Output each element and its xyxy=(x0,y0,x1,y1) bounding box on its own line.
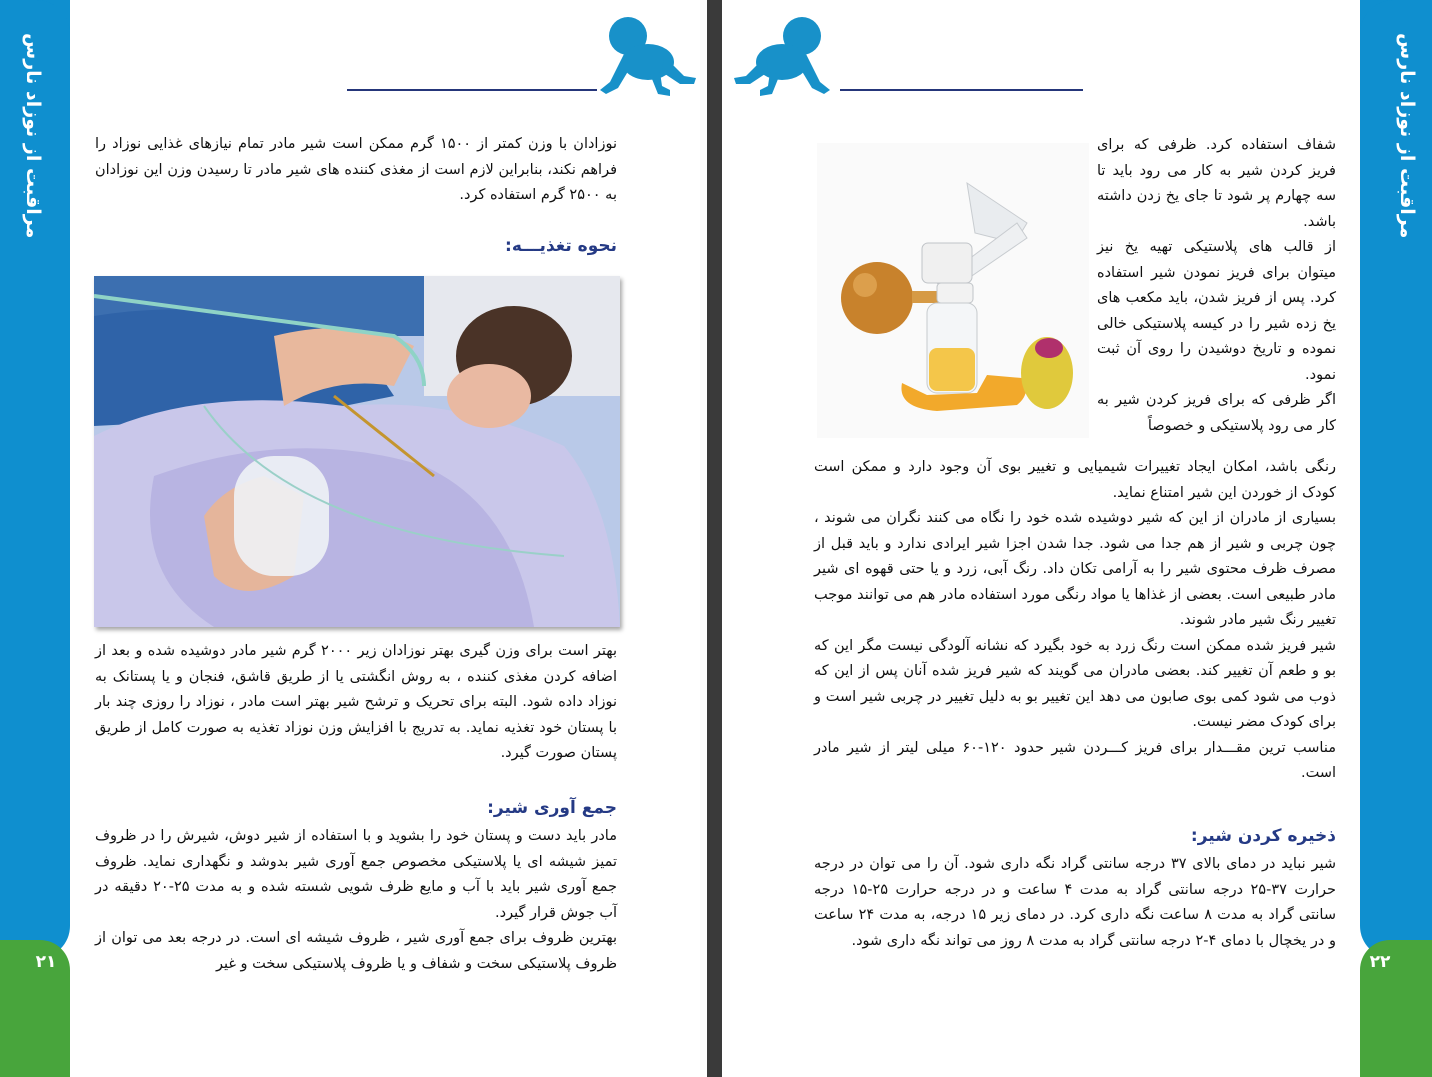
side-title: مراقبت از نوزاد نارس xyxy=(1396,32,1418,238)
collection-paragraph xyxy=(95,824,617,977)
wrap-text xyxy=(1097,133,1336,439)
full-p3: رنگی باشد، امکان ایجاد تغییرات شیمیایی و تغییر بوی آن وجود دارد و ممکن است کودک از خوردن این شیر امتناع نماید. xyxy=(814,459,1336,501)
book-spine xyxy=(707,0,722,1077)
collection-p1: مادر باید دست و پستان خود را بشوید و با استفاده از شیر دوش، شیرش را در ظروف تمیز شیشه ای یا پلاستیکی مخصوص جمع آوری شیر بدوشد و نگهداری نماید. ظروف جمع آوری شیر باید با آب و مایع ظرف شویی شسته شده و به مدت ۲۵-۲۰ دقیقه در آب جوش قرار گیرد. xyxy=(95,828,617,921)
collection-heading: جمع آوری شیر: xyxy=(487,798,617,818)
left-page xyxy=(0,0,707,1077)
side-title: مراقبت از نوزاد نارس xyxy=(22,32,44,238)
full-p4: بسیاری از مادران از این که شیر دوشیده شده خود را نگاه می کنند نگران می شوند ، چون چربی و شیر از هم جدا می شود. جدا شدن اجزا شیر ایرادی ندارد و باید قبل از مصرف ظرف محتوی شیر را به آرامی تکان داد. رنگ آبی، زرد و یا حتی قهوه ای شیر مادر طبیعی است. بعضی از غذاها یا مواد رنگی مورد استفاده مادر هم می توانند موجب تغییر رنگ شیر مادر شوند. xyxy=(814,510,1336,628)
baby-icon xyxy=(732,12,842,102)
storage-heading: ذخیره کردن شیر: xyxy=(1190,826,1336,846)
full-width-text xyxy=(814,455,1336,787)
page-number: ۲۲ xyxy=(1369,952,1391,972)
right-page xyxy=(722,0,1432,1077)
header-rule xyxy=(347,89,597,91)
collection-p2: بهترین ظروف برای جمع آوری شیر ، ظروف شیشه ای است. در درجه بعد می توان از ظروف پلاستیکی سخت و شفاف و یا ظروف پلاستیکی سخت و غیر xyxy=(95,930,617,972)
full-p6: مناسب ترین مقـــدار برای فریز کـــردن شیر حدود ۱۲۰-۶۰ میلی لیتر از شیر مادر است. xyxy=(814,739,1336,781)
header-rule xyxy=(840,89,1083,91)
baby-feeding-photo xyxy=(94,276,620,627)
page-number: ۲۱ xyxy=(35,952,57,972)
feeding-paragraph: بهتر است برای وزن گیری بهتر نوزادان زیر ۲۰۰۰ گرم شیر مادر دوشیده شده و بعد از اضافه کردن مغذی کننده ، به روش انگشتی یا از طریق قاشق، فنجان و یا پستانک به نوزاد داده شود. البته برای تحریک و ترشح شیر بهتر است مادر ، نوزاد را روزی چند بار با پستان خود تغذیه نماید. به تدریج با افزایش وزن نوزاد تغذیه به صورت کامل از طریق پستان صورت گیرد. xyxy=(95,643,617,761)
baby-icon xyxy=(588,12,698,102)
wrap-p1: شفاف استفاده کرد. ظرفی که برای فریز کردن شیر به کار می رود باید تا سه چهارم پر شود تا جای یخ زدن داشته باشد. xyxy=(1097,137,1336,230)
breast-pump-photo xyxy=(817,143,1089,438)
wrap-p3: اگر ظرفی که برای فریز کردن شیر به کار می رود پلاستیکی و خصوصاً xyxy=(1097,392,1336,434)
intro-paragraph: نوزادان با وزن کمتر از ۱۵۰۰ گرم ممکن است شیر مادر تمام نیازهای غذایی نوزاد را فراهم نکند، بنابراین لازم است از مغذی کننده های شیر مادر تا رسیدن وزن این نوزادان به ۲۵۰۰ گرم استفاده کرد. xyxy=(95,136,617,203)
storage-paragraph: شیر نباید در دمای بالای ۳۷ درجه سانتی گراد نگه داری شود. آن را می توان در درجه حرارت ۳۷-۲۵ درجه سانتی گراد به مدت ۴ ساعت و در درجه حرارت ۲۵-۱۵ درجه سانتی گراد به مدت ۸ ساعت نگه داری کرد. در دمای زیر ۱۵ درجه، به مدت ۲۴ ساعت و در یخچال با دمای ۴-۲ درجه سانتی گراد به مدت ۸ روز می تواند نگه داری شود. xyxy=(814,856,1336,949)
feeding-heading: نحوه تغذیـــه: xyxy=(505,236,617,256)
full-p5: شیر فریز شده ممکن است رنگ زرد به خود بگیرد که نشانه آلودگی نیست مگر این که بو و طعم آن تغییر کند. بعضی مادران می گویند که شیر فریز شده آنان پس از این که ذوب می شود کمی بوی صابون می دهد این تغییر بو به دلیل تغییر در چربی شیر است و برای کودک مضر نیست. xyxy=(814,637,1336,730)
wrap-p2: از قالب های پلاستیکی تهیه یخ نیز میتوان برای فریز نمودن شیر استفاده کرد. پس از فریز شدن، باید مکعب های یخ زده شیر را در کیسه پلاستیکی خالی نموده و تاریخ دوشیدن را روی آن ثبت نمود. xyxy=(1097,239,1336,383)
